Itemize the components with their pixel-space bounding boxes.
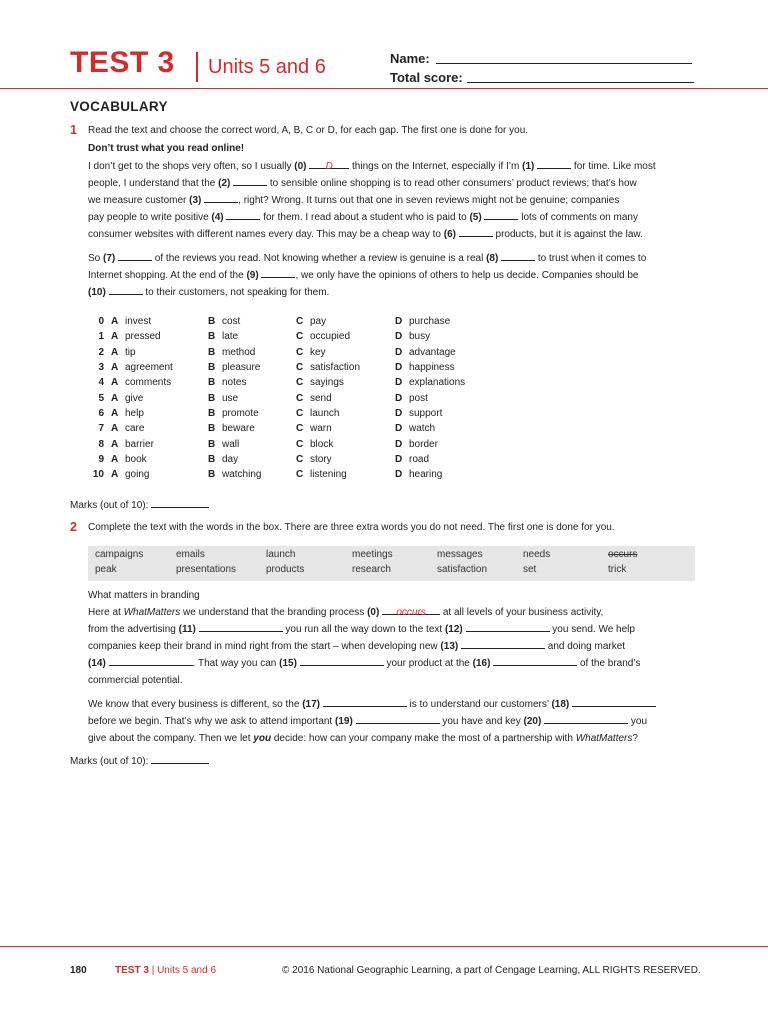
option-letter: B: [208, 407, 216, 419]
option-a[interactable]: give: [125, 392, 144, 404]
option-d[interactable]: happiness: [409, 362, 455, 374]
option-number: 0: [98, 316, 104, 328]
option-letter: A: [111, 316, 119, 328]
option-letter: C: [296, 423, 304, 435]
option-letter: C: [296, 346, 304, 358]
option-number: 5: [98, 392, 104, 404]
option-b[interactable]: use: [222, 392, 239, 404]
gap-7[interactable]: [118, 250, 152, 261]
option-letter: B: [208, 377, 216, 389]
word-box-item: messages: [437, 549, 483, 560]
footer-page-number: 180: [70, 965, 87, 976]
option-d[interactable]: explanations: [409, 377, 466, 389]
option-d[interactable]: hearing: [409, 469, 443, 481]
option-c[interactable]: story: [310, 453, 332, 465]
option-a[interactable]: comments: [125, 377, 172, 389]
q1-instruction: Read the text and choose the correct word, A, B, C or D, for each gap. The first one is done for you.: [88, 125, 529, 136]
option-c[interactable]: listening: [310, 469, 347, 481]
title-separator: [196, 52, 198, 82]
option-d[interactable]: watch: [409, 423, 436, 435]
gap-9[interactable]: [261, 267, 295, 278]
option-d[interactable]: purchase: [409, 316, 451, 328]
example-answer: D: [325, 161, 333, 172]
word-box-item: trick: [608, 564, 627, 575]
option-letter: A: [111, 469, 119, 481]
option-b[interactable]: wall: [222, 438, 240, 450]
gap-5[interactable]: [484, 209, 518, 220]
option-letter: B: [208, 362, 216, 374]
option-b[interactable]: promote: [222, 407, 259, 419]
word-box-item: emails: [176, 549, 205, 560]
gap-17[interactable]: [323, 696, 407, 707]
gap-19[interactable]: [356, 713, 440, 724]
option-letter: B: [208, 438, 216, 450]
option-number: 8: [98, 438, 104, 450]
score-field[interactable]: [467, 70, 694, 83]
option-a[interactable]: invest: [125, 316, 152, 328]
option-letter: D: [395, 346, 403, 358]
option-number: 2: [98, 346, 104, 358]
name-row: [390, 51, 430, 66]
option-b[interactable]: pleasure: [222, 362, 261, 374]
gap-15[interactable]: [300, 655, 384, 666]
option-a[interactable]: going: [125, 469, 150, 481]
test-title: TEST 3: [70, 46, 175, 79]
option-letter: D: [395, 407, 403, 419]
option-number: 3: [98, 362, 104, 374]
option-letter: A: [111, 438, 119, 450]
option-row: [88, 314, 465, 329]
option-letter: D: [395, 392, 403, 404]
option-letter: A: [111, 346, 119, 358]
header-rule: [0, 88, 768, 89]
option-letter: C: [296, 362, 304, 374]
q2-marks: Marks (out of 10):: [70, 753, 209, 767]
page-header: [0, 0, 768, 88]
option-c[interactable]: warn: [310, 423, 332, 435]
name-field[interactable]: [436, 51, 692, 64]
option-row: [88, 436, 465, 451]
word-box-item: campaigns: [95, 549, 144, 560]
word-box-item-used: occurs: [608, 549, 638, 560]
footer-test-label: TEST 3 | Units 5 and 6: [115, 965, 217, 976]
option-row: [88, 360, 465, 375]
option-letter: A: [111, 377, 119, 389]
option-c[interactable]: block: [310, 438, 334, 450]
gap-2[interactable]: [233, 175, 267, 186]
option-number: 4: [98, 377, 104, 389]
option-number: 9: [98, 453, 104, 465]
option-letter: A: [111, 392, 119, 404]
option-row: [88, 406, 465, 421]
option-row: [88, 467, 465, 482]
option-b[interactable]: watching: [222, 469, 262, 481]
option-letter: B: [208, 316, 216, 328]
q2-paragraph-2: We know that every business is different, so the (17) is to understand our customers’ (18) before we begin. That’s why we ask to attend important (19) you have and key (20) you give about the company. Then we let you decide: how can your company make the most of a partnership with WhatMatters?: [88, 696, 698, 747]
option-b[interactable]: cost: [222, 316, 241, 328]
word-box: [88, 546, 695, 581]
score-row: [390, 70, 463, 85]
question-number-2: 2: [70, 520, 77, 534]
option-letter: D: [395, 362, 403, 374]
gap-1[interactable]: [537, 158, 571, 169]
q1-paragraph-2: So (7) of the reviews you read. Not knowing whether a review is genuine is a real (8) to trust when it comes to Internet shopping. At the end of the (9) , we only have the opinions of others to help us decide. Companies should be (10) to their customers, not speaking for them.: [88, 250, 698, 301]
option-a[interactable]: tip: [125, 346, 136, 358]
option-number: 6: [98, 407, 104, 419]
option-c[interactable]: send: [310, 392, 332, 404]
option-d[interactable]: support: [409, 407, 443, 419]
option-row: [88, 329, 465, 344]
option-d[interactable]: busy: [409, 331, 431, 343]
q1-marks-field[interactable]: [151, 497, 209, 508]
option-a[interactable]: book: [125, 453, 147, 465]
q2-instruction: Complete the text with the words in the box. There are three extra words you do not need. The first one is done for you.: [88, 522, 615, 533]
option-a[interactable]: agreement: [125, 362, 173, 374]
option-letter: C: [296, 392, 304, 404]
option-letter: B: [208, 469, 216, 481]
option-d[interactable]: post: [409, 392, 428, 404]
gap-0-q2: [382, 604, 440, 618]
footer-rule: [0, 946, 768, 947]
q1-options-table: [88, 314, 465, 482]
word-box-item: launch: [266, 549, 296, 560]
option-letter: D: [395, 331, 403, 343]
option-d[interactable]: advantage: [409, 346, 456, 358]
gap-14[interactable]: [109, 655, 193, 666]
gap-0: [309, 158, 349, 172]
q1-subtitle: Don’t trust what you read online!: [88, 143, 245, 154]
option-c[interactable]: sayings: [310, 377, 344, 389]
q2-marks-field[interactable]: [151, 753, 209, 764]
option-letter: C: [296, 453, 304, 465]
option-number: 1: [98, 331, 104, 343]
option-letter: C: [296, 407, 304, 419]
option-a[interactable]: barrier: [125, 438, 154, 450]
option-a[interactable]: pressed: [125, 331, 161, 343]
option-b[interactable]: method: [222, 346, 256, 358]
option-b[interactable]: notes: [222, 377, 247, 389]
option-row: [88, 375, 465, 390]
q2-subtitle: What matters in branding: [88, 590, 200, 601]
q1-paragraph-1: I don’t get to the shops very often, so I usually (0) D things on the Internet, especially if I’m (1) for time. Like most people, I understand that the (2) to sensible online shopping is to read other consumers’ product reviews; that’s how we measure customer (3) , right? Wrong. It turns out that one in seven reviews might not be genuine; companies pay people to write positive (4) for them. I read about a student who is paid to (5) lots of comments on many consumer websites with different names every day. This may be a cheap way to (6) products, but it is against the law.: [88, 158, 698, 243]
units-title: Units 5 and 6: [208, 56, 326, 78]
option-number: 10: [92, 469, 104, 481]
gap-12[interactable]: [466, 621, 550, 632]
q1-marks: Marks (out of 10):: [70, 497, 209, 511]
option-letter: C: [296, 469, 304, 481]
question-number-1: 1: [70, 123, 77, 137]
example-answer-q2: occurs: [396, 607, 426, 618]
option-letter: A: [111, 407, 119, 419]
word-box-item: needs: [523, 549, 551, 560]
option-letter: B: [208, 392, 216, 404]
gap-3[interactable]: [204, 192, 238, 203]
option-letter: B: [208, 453, 216, 465]
option-row: [88, 452, 465, 467]
option-d[interactable]: road: [409, 453, 430, 465]
option-c[interactable]: launch: [310, 407, 340, 419]
option-c[interactable]: satisfaction: [310, 362, 361, 374]
option-letter: D: [395, 453, 403, 465]
gap-11[interactable]: [199, 621, 283, 632]
q2-paragraph-1: Here at WhatMatters we understand that the branding process (0) occurs at all levels of your business activity, from the advertising (11) you run all the way down to the text (12) you send. We help companies keep their brand in mind right from the start – when developing new (13) and doing market (14) . That way you can (15) your product at the (16) of the brand’s commercial potential.: [88, 604, 698, 689]
option-letter: A: [111, 423, 119, 435]
option-letter: D: [395, 377, 403, 389]
option-c[interactable]: key: [310, 346, 326, 358]
word-box-item: products: [266, 564, 305, 575]
option-number: 7: [98, 423, 104, 435]
option-letter: A: [111, 331, 119, 343]
option-letter: C: [296, 316, 304, 328]
gap-13[interactable]: [461, 638, 545, 649]
option-c[interactable]: pay: [310, 316, 327, 328]
option-b[interactable]: late: [222, 331, 239, 343]
name-label: Name:: [390, 51, 430, 66]
option-letter: D: [395, 423, 403, 435]
option-letter: B: [208, 346, 216, 358]
option-letter: D: [395, 438, 403, 450]
option-letter: B: [208, 423, 216, 435]
gap-4[interactable]: [226, 209, 260, 220]
option-letter: D: [395, 316, 403, 328]
gap-20[interactable]: [544, 713, 628, 724]
option-a[interactable]: help: [125, 407, 144, 419]
option-row: [88, 421, 465, 436]
word-box-item: meetings: [352, 549, 393, 560]
gap-18[interactable]: [572, 696, 656, 707]
word-box-item: presentations: [176, 564, 237, 575]
option-letter: C: [296, 438, 304, 450]
option-d[interactable]: border: [409, 438, 438, 450]
option-row: [88, 390, 465, 405]
option-letter: C: [296, 377, 304, 389]
option-letter: A: [111, 362, 119, 374]
word-box-item: peak: [95, 564, 117, 575]
gap-6[interactable]: [459, 226, 493, 237]
option-b[interactable]: day: [222, 453, 239, 465]
gap-16[interactable]: [493, 655, 577, 666]
option-row: [88, 345, 465, 360]
option-letter: D: [395, 469, 403, 481]
option-a[interactable]: care: [125, 423, 145, 435]
option-letter: A: [111, 453, 119, 465]
word-box-item: satisfaction: [437, 564, 488, 575]
word-box-item: set: [523, 564, 537, 575]
option-letter: C: [296, 331, 304, 343]
gap-8[interactable]: [501, 250, 535, 261]
footer-copyright: © 2016 National Geographic Learning, a part of Cengage Learning, ALL RIGHTS RESERVED.: [282, 965, 701, 976]
score-label: Total score:: [390, 70, 463, 85]
option-letter: B: [208, 331, 216, 343]
section-title-vocabulary: VOCABULARY: [70, 99, 168, 114]
gap-10[interactable]: [109, 284, 143, 295]
option-c[interactable]: occupied: [310, 331, 351, 343]
option-b[interactable]: beware: [222, 423, 255, 435]
word-box-item: research: [352, 564, 391, 575]
